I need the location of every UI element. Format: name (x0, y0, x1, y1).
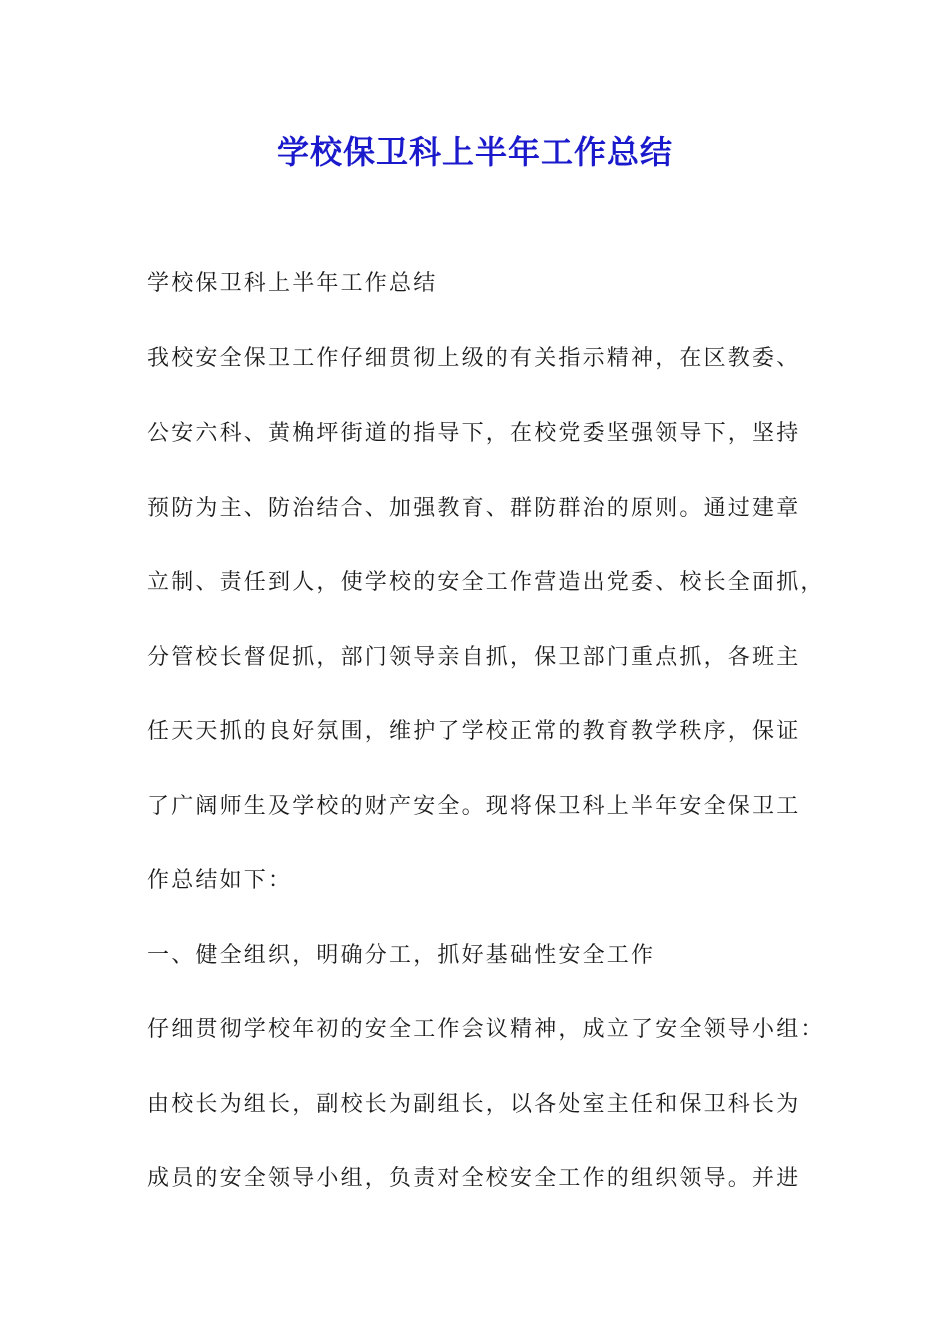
paragraph-line: 仔细贯彻学校年初的安全工作会议精神，成立了安全领导小组： (147, 1017, 825, 1042)
paragraph-line: 由校长为组长，副校长为副组长，以各处室主任和保卫科长为 (147, 1092, 801, 1117)
paragraph-line: 预防为主、防治结合、加强教育、群防群治的原则。通过建章 (147, 496, 801, 521)
paragraph-line: 分管校长督促抓，部门领导亲自抓，保卫部门重点抓，各班主 (147, 645, 801, 670)
body-subtitle: 学校保卫科上半年工作总结 (147, 271, 438, 296)
document-title: 学校保卫科上半年工作总结 (276, 133, 673, 171)
section-heading: 一、健全组织，明确分工，抓好基础性安全工作 (147, 943, 656, 968)
paragraph-line: 立制、责任到人，使学校的安全工作营造出党委、校长全面抓， (147, 570, 825, 595)
paragraph-line: 了广阔师生及学校的财产安全。现将保卫科上半年安全保卫工 (147, 794, 801, 819)
paragraph-line: 我校安全保卫工作仔细贯彻上级的有关指示精神，在区教委、 (147, 346, 801, 371)
paragraph-line: 任天天抓的良好氛围，维护了学校正常的教育教学秩序，保证 (147, 719, 801, 744)
paragraph-line: 作总结如下： (147, 868, 293, 893)
paragraph-line: 公安六科、黄桷坪街道的指导下，在校党委坚强领导下，坚持 (147, 421, 801, 446)
paragraph-line: 成员的安全领导小组，负责对全校安全工作的组织领导。并进 (147, 1166, 801, 1191)
